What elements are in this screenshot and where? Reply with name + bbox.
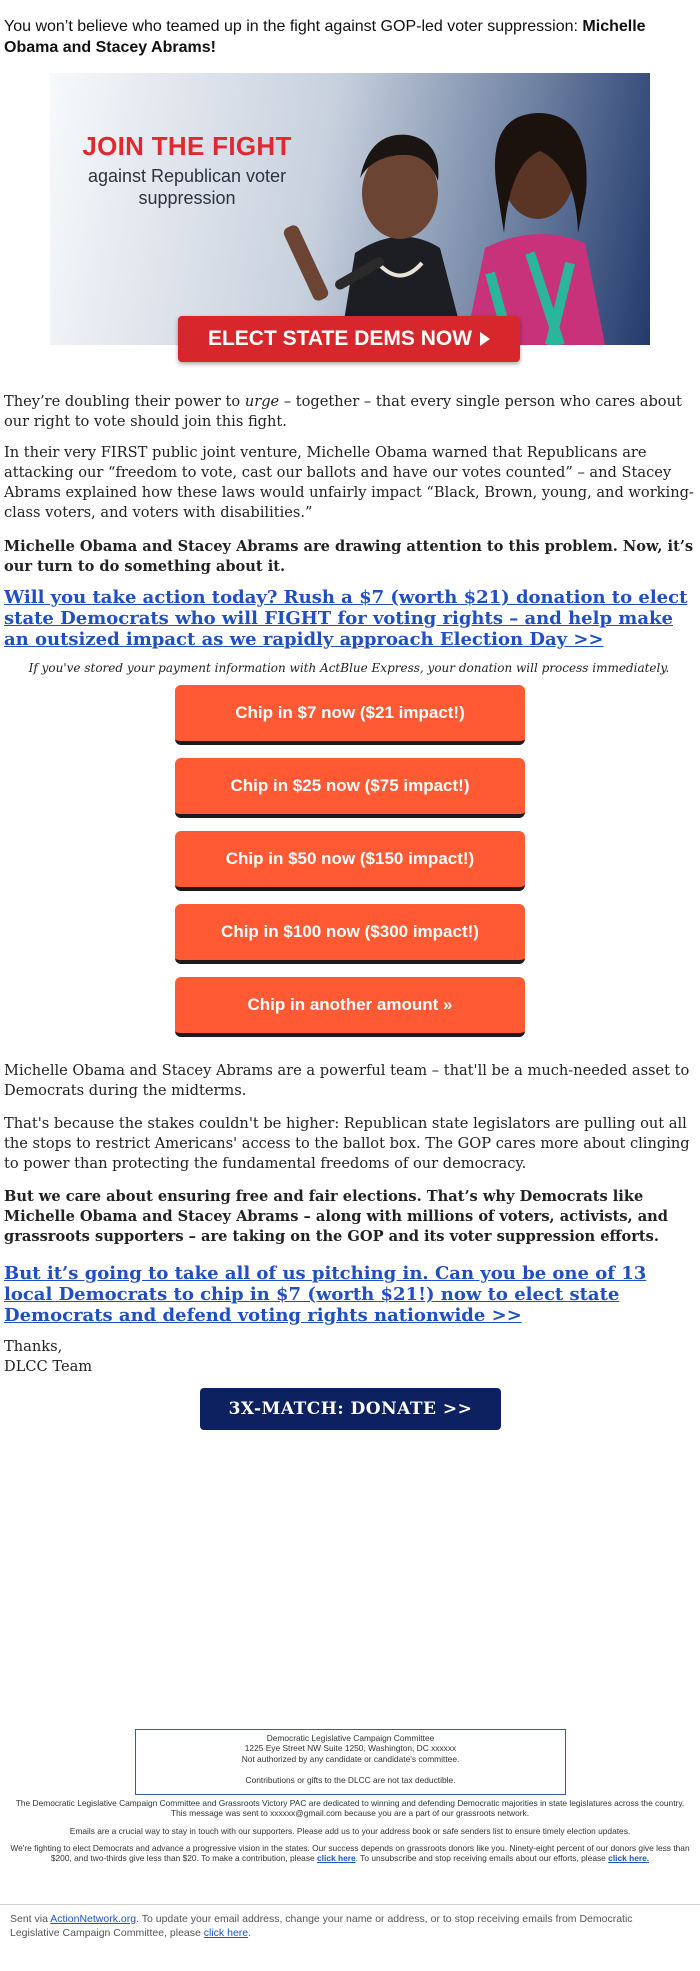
footer-grassroots-a: We're fighting to elect Democrats and advance a progressive vision in the states. Our success depends on grassroots donors like you. Ninety-eight percent of our donors give less than $200, and two-thirds give less than $20. To make a contribution, please xyxy=(10,1843,690,1864)
hero-photo-illustration xyxy=(260,73,650,345)
signoff-thanks: Thanks, xyxy=(4,1338,63,1355)
update-email-link[interactable]: click here xyxy=(203,1927,249,1939)
actionnetwork-link[interactable]: ActionNetwork.org xyxy=(50,1913,137,1925)
elect-state-dems-button[interactable] xyxy=(178,316,520,362)
p1-after: – together – that every single person who cares about our right to vote should join this fight. xyxy=(4,393,682,430)
match-donate-button[interactable]: 3X-MATCH: DONATE >> xyxy=(200,1388,501,1430)
chip-other-amount-button[interactable]: Chip in another amount » xyxy=(175,977,525,1037)
unsubscribe-link[interactable]: click here. xyxy=(608,1853,650,1864)
footer-address-box xyxy=(135,1729,566,1795)
sent-via-a: Sent via xyxy=(10,1913,51,1925)
footer-tax: Contributions or gifts to the DLCC are not tax deductible. xyxy=(245,1775,456,1786)
paragraph-drawing-attention: Michelle Obama and Stacey Abrams are drawing attention to this problem. Now, it’s our turn to do something about it. xyxy=(4,538,694,575)
actblue-note: If you've stored your payment information with ActBlue Express, your donation will process immediately. xyxy=(28,661,670,675)
hero-banner[interactable] xyxy=(50,73,650,345)
chip-25-button[interactable]: Chip in $25 now ($75 impact!) xyxy=(175,758,525,818)
intro-bold: Michelle Obama and Stacey Abrams! xyxy=(4,18,646,56)
footer-address: 1225 Eye Street NW Suite 1250, Washington, DC xxxxxx xyxy=(244,1743,457,1754)
footer-mission: The Democratic Legislative Campaign Committee and Grassroots Victory PAC are dedicated to winning and defending Democratic majorities in state legislatures across the country. This message was sent to xxxxxx@gmail.com because you are a part of our grassroots network. xyxy=(15,1798,685,1819)
sent-via-b: . To update your email address, change your name or address, or to stop receiving emails from Democratic Legislative Campaign Committee, please xyxy=(10,1913,633,1939)
paragraph-free-elections: But we care about ensuring free and fair elections. That’s why Democrats like Michelle Obama and Stacey Abrams – along with millions of voters, activists, and grassroots supporters – are taking on the GOP and its voter suppression efforts. xyxy=(4,1188,668,1245)
footer-safe-senders: Emails are a crucial way to stay in touch with our supporters. Please add us to your address book or safe senders list to ensure timely election updates. xyxy=(69,1826,631,1836)
chip-50-button[interactable]: Chip in $50 now ($150 impact!) xyxy=(175,831,525,891)
hero-headline: JOIN THE FIGHT xyxy=(82,131,292,161)
paragraph-stakes: That's because the stakes couldn't be higher: Republican state legislators are pulling out all the stops to restrict Americans' access to the ballot box. The GOP cares more about clinging to power than protecting the fundamental freedoms of our democracy. xyxy=(4,1115,690,1172)
p1-before: They’re doubling their power to xyxy=(4,393,245,410)
signoff-team: DLCC Team xyxy=(4,1358,93,1375)
footer-spacer xyxy=(136,1764,565,1775)
footer-divider xyxy=(0,1904,700,1905)
chip-100-button[interactable]: Chip in $100 now ($300 impact!) xyxy=(175,904,525,964)
paragraph-doubling-power xyxy=(4,392,694,432)
sent-via-c: . xyxy=(248,1927,252,1939)
footer-authorized: Not authorized by any candidate or candidate's committee. xyxy=(241,1753,460,1764)
footer-grassroots xyxy=(8,1843,692,1863)
p1-emphasis: urge xyxy=(244,393,280,410)
paragraph-joint-venture: In their very FIRST public joint venture, Michelle Obama warned that Republicans are attacking our “freedom to vote, cast our ballots and have our votes counted” – and Stacey Abrams explained how these laws would unfairly impact “Black, Brown, young, and working-class voters, and voters with disabilities.” xyxy=(4,444,694,521)
donate-link-secondary[interactable]: But it’s going to take all of us pitching in. Can you be one of 13 local Democrats to chip in $7 (worth $21!) now to elect state Democrats and defend voting rights nationwide >> xyxy=(4,1263,647,1326)
paragraph-powerful-team: Michelle Obama and Stacey Abrams are a powerful team – that'll be a much-needed asset to Democrats during the midterms. xyxy=(4,1062,690,1099)
chip-7-button[interactable]: Chip in $7 now ($21 impact!) xyxy=(175,685,525,745)
contribute-link[interactable]: click here xyxy=(317,1853,356,1864)
footer-org: Democratic Legislative Campaign Committee xyxy=(266,1733,435,1743)
donate-link-primary[interactable]: Will you take action today? Rush a $7 (worth $21) donation to elect state Democrats who will FIGHT for voting rights – and help make an outsized impact as we rapidly approach Election Day >> xyxy=(4,587,688,650)
hero-subline: against Republican voter suppression xyxy=(87,166,287,208)
hero-cta-label: ELECT STATE DEMS NOW xyxy=(207,327,473,350)
play-arrow-icon xyxy=(480,332,490,346)
intro-lead: You won’t believe who teamed up in the fight against GOP-led voter suppression: xyxy=(4,18,583,35)
sent-via-notice xyxy=(10,1912,678,1940)
intro-text xyxy=(4,16,694,58)
footer-grassroots-b: . To unsubscribe and stop receiving emails about our efforts, please xyxy=(355,1853,609,1864)
